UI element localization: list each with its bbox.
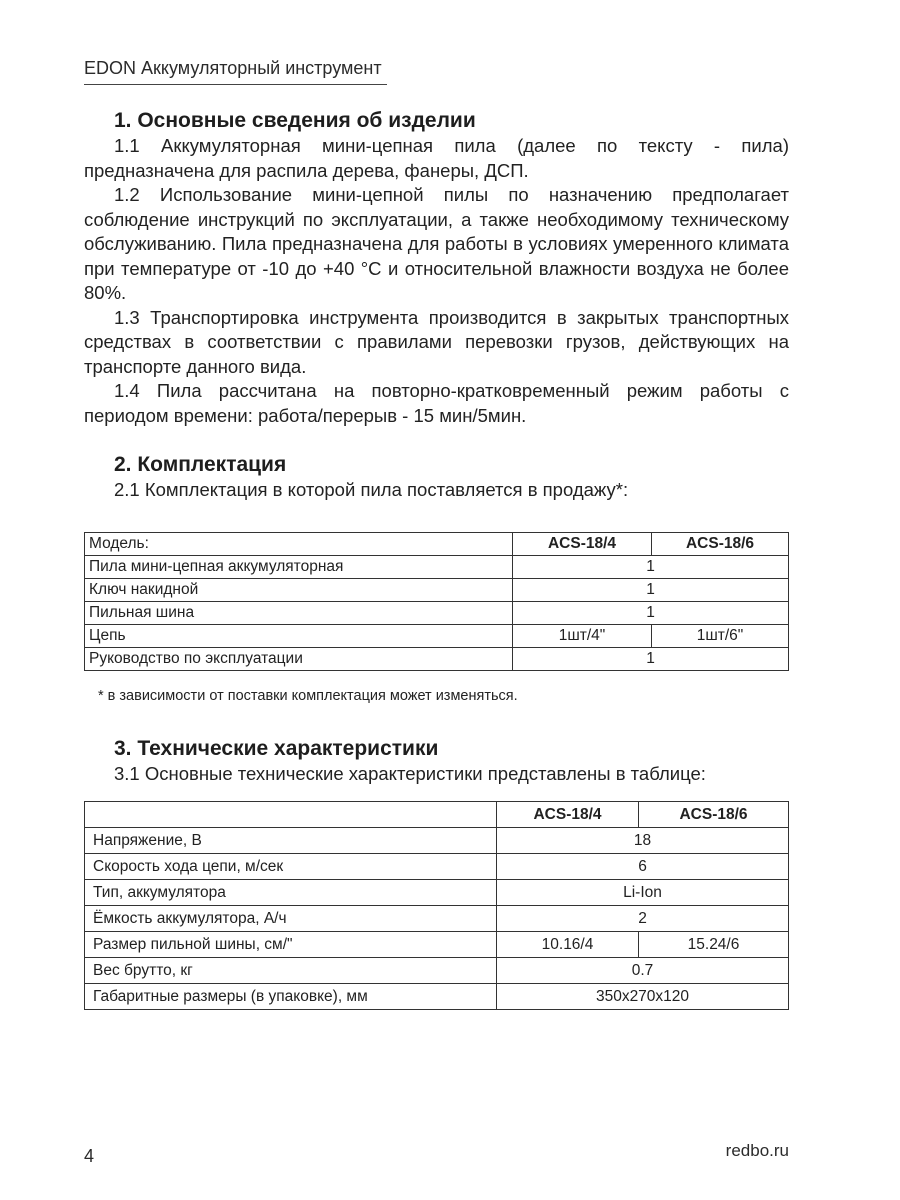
table-header-row xyxy=(85,533,789,556)
section2-intro: 2.1 Комплектация в которой пила поставляется в продажу*: xyxy=(114,479,629,500)
page-number: 4 xyxy=(84,1146,95,1166)
section1-paragraph-4: 1.4 Пила рассчитана на повторно-кратковременный режим работы с периодом времени: работа/перерыв - 15 мин/5мин. xyxy=(84,380,789,426)
table-row-value: 6 xyxy=(497,854,789,880)
table-row-value: 10.16/4 xyxy=(497,932,639,958)
table-row-label: Руководство по эксплуатации xyxy=(85,648,513,671)
table-row xyxy=(85,579,789,602)
kit-table xyxy=(84,532,789,671)
table-row-value: Li-Ion xyxy=(497,880,789,906)
table-row-value: 1 xyxy=(513,602,789,625)
table-row-value: 1шт/4" xyxy=(513,625,652,648)
document-header: EDON Аккумуляторный инструмент xyxy=(84,56,387,85)
section1-heading: 1. Основные сведения об изделии xyxy=(114,109,476,132)
table-row xyxy=(85,602,789,625)
section3-intro: 3.1 Основные технические характеристики представлены в таблице: xyxy=(114,763,706,784)
table-row-value: 1 xyxy=(513,648,789,671)
table-header-row xyxy=(85,802,789,828)
section2-heading: 2. Комплектация xyxy=(114,453,287,476)
table-row-label: Скорость хода цепи, м/сек xyxy=(85,854,497,880)
table-row-label: Тип, аккумулятора xyxy=(85,880,497,906)
section1-paragraph-3: 1.3 Транспортировка инструмента производится в закрытых транспортных средствах в соответствии с правилами перевозки грузов, действующих на транспорте данного вида. xyxy=(84,306,789,377)
table-row-label: Пильная шина xyxy=(85,602,513,625)
table-row-label: Габаритные размеры (в упаковке), мм xyxy=(85,984,497,1010)
table-row-label: Вес брутто, кг xyxy=(85,958,497,984)
table-row xyxy=(85,984,789,1010)
table-row xyxy=(85,906,789,932)
specs-table xyxy=(84,801,789,1010)
section1-paragraph-2: 1.2 Использование мини-цепной пилы по назначению предполагает соблюдение инструкций по эксплуатации, а также необходимому техническому обслуживанию. Пила предназначена для работы в условиях умеренного климата при температуре от -10 до +40 °С и относительной влажности воздуха не более 80%. xyxy=(84,184,789,303)
table-row-value: 0.7 xyxy=(497,958,789,984)
table-row-label: Размер пильной шины, см/" xyxy=(85,932,497,958)
page-content xyxy=(84,108,789,1010)
table-row-value: 2 xyxy=(497,906,789,932)
section1-paragraph-1: 1.1 Аккумуляторная мини-цепная пила (далее по тексту - пила) предназначена для распила дерева, фанеры, ДСП. xyxy=(84,135,789,181)
table-row xyxy=(85,932,789,958)
table-row xyxy=(85,880,789,906)
site-url: redbo.ru xyxy=(725,1141,789,1160)
table-row xyxy=(85,556,789,579)
table-header-cell: ACS-18/4 xyxy=(497,802,639,828)
table-row-value: 1шт/6" xyxy=(652,625,789,648)
table-row-label: Цепь xyxy=(85,625,513,648)
table-row-label: Напряжение, В xyxy=(85,828,497,854)
table-row-label: Ключ накидной xyxy=(85,579,513,602)
kit-footnote: * в зависимости от поставки комплектация может изменяться. xyxy=(98,688,518,704)
table-row-value: 1 xyxy=(513,556,789,579)
table-header-cell: Модель: xyxy=(85,533,513,556)
table-row xyxy=(85,648,789,671)
table-row xyxy=(85,958,789,984)
section3-heading: 3. Технические характеристики xyxy=(114,737,439,760)
table-row-value: 15.24/6 xyxy=(639,932,789,958)
table-row-value: 350x270x120 xyxy=(497,984,789,1010)
table-row xyxy=(85,625,789,648)
table-row-value: 1 xyxy=(513,579,789,602)
table-header-cell: ACS-18/4 xyxy=(513,533,652,556)
table-header-cell xyxy=(85,802,497,828)
table-row-label: Ёмкость аккумулятора, А/ч xyxy=(85,906,497,932)
table-header-cell: ACS-18/6 xyxy=(652,533,789,556)
table-row-label: Пила мини-цепная аккумуляторная xyxy=(85,556,513,579)
table-header-cell: ACS-18/6 xyxy=(639,802,789,828)
table-row xyxy=(85,828,789,854)
table-row-value: 18 xyxy=(497,828,789,854)
table-row xyxy=(85,854,789,880)
